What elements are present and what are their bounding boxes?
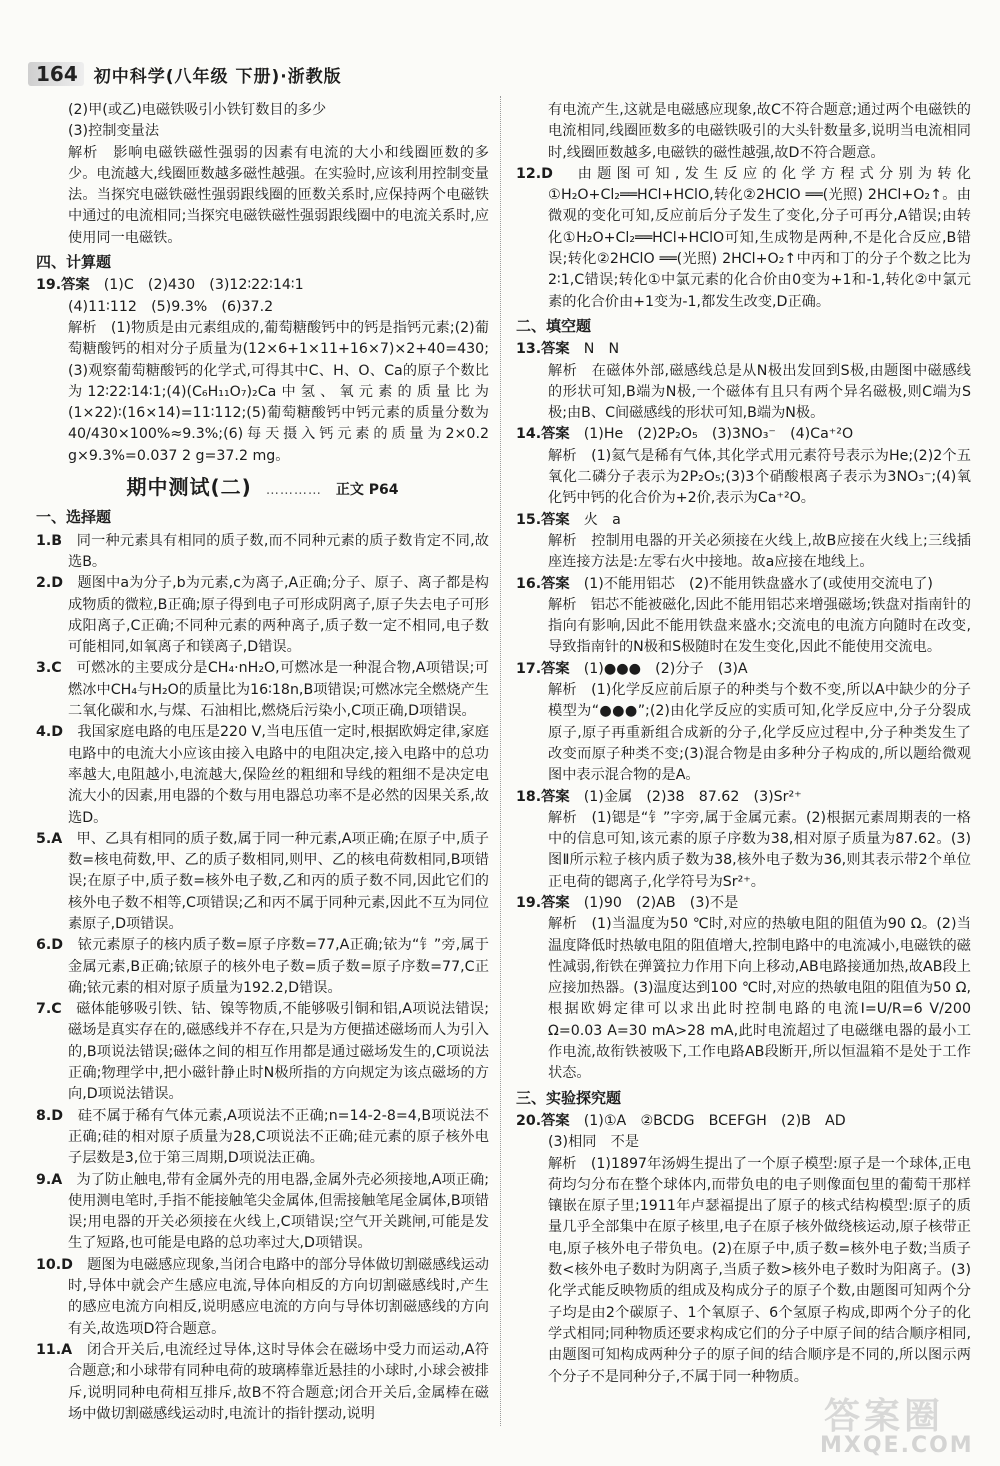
fill-item-analysis: 解析 控制用电器的开关必须接在火线上,故B应接在火线上;三线插座连接方法是:左零右火中接地。故a应接在地线上。	[548, 532, 971, 571]
fill-item-answer-text: (1)90 (2)AB (3)不是	[583, 894, 739, 911]
column-divider	[500, 96, 501, 1426]
choice-item-num: 8.D	[36, 1107, 64, 1124]
choice-item	[36, 829, 489, 935]
choice-item-text: 同一种元素具有相同的质子数,而不同种元素的质子数肯定不同,故选B。	[68, 532, 489, 570]
choice-item	[36, 573, 489, 658]
choice-item-text: 磁体能够吸引铁、钴、镍等物质,不能够吸引铜和铝,A项说法错误;磁场是真实存在的,磁感线并不存在,只是为方便描述磁场而人为引入的,B项说法错误;磁体之间的相互作用都是通过磁场发生的,C项说法正确;物理学中,把小磁针静止时N极所指的方向规定为该点磁场的方向,D项说法错误。	[68, 1001, 489, 1103]
choice-item-num: 3.C	[36, 660, 62, 677]
section-exp-heading: 三、实验探究题	[516, 1088, 622, 1107]
q20-answer-2: (3)相同 不是	[548, 1134, 640, 1151]
fill-item-tag: 答案	[541, 788, 570, 805]
q12-num: 12.D	[516, 165, 553, 182]
fill-item-answer	[516, 893, 971, 914]
q19-answer-2: (4)11∶112 (5)9.3% (6)37.2	[68, 298, 274, 315]
exam-title: 期中测试(二)	[126, 475, 252, 500]
fill-item-tag: 答案	[541, 894, 570, 911]
choice-item-text: 铱元素原子的核内质子数=原子序数=77,A正确;铱为“钅”旁,属于金属元素,B正确;铱原子的核外电子数=质子数=原子序数=77,C正确;铱元素的相对原子质量为192.2,D错误。	[68, 937, 489, 996]
section-fill-heading: 二、填空题	[516, 316, 592, 335]
choice-items	[36, 531, 489, 1425]
choice-item-text: 甲、乙具有相同的质子数,属于同一种元素,A项正确;在原子中,质子数=核电荷数,甲、乙的质子数相同,则甲、乙的核电荷数相同,B项错误;在原子中,质子数=核外电子数,乙和丙的质子数不同,因此它们的核外电子数不相等,C项错误;乙和丙不属于同种元素,因此不互为同位素原子,D项错误。	[68, 830, 489, 932]
choice-item	[36, 1106, 489, 1170]
page-number: 164	[28, 62, 84, 86]
fill-item-answer-text: (1)不能用铝芯 (2)不能用铁盘盛水了(或使用交流电了)	[583, 575, 933, 592]
fill-item-tag: 答案	[541, 575, 570, 592]
intro-line-2: (3)控制变量法	[68, 123, 160, 140]
choice-item-num: 5.A	[36, 830, 63, 847]
q11-continued: 有电流产生,这就是电磁感应现象,故C不符合题意;通过两个电磁铁的电流相同,线圈匝数多的电磁铁吸引的大头针数量多,说明当电流相同时,线圈匝数越多,电磁铁的磁性越强,故D不符合题意。	[548, 102, 971, 161]
q20-tag: 答案	[541, 1112, 570, 1129]
choice-item-text: 题图中a为分子,b为元素,c为离子,A正确;分子、原子、离子都是构成物质的微粒,B正确;原子得到电子可形成阴离子,原子失去电子可形成阳离子,C正确;不同种元素的两种离子,质子数一定不相同,电子数可能相同,如氧离子和镁离子,D错误。	[68, 575, 489, 656]
fill-item-answer-text: N N	[583, 341, 620, 358]
choice-item	[36, 1170, 489, 1255]
section-calc-heading: 四、计算题	[36, 253, 112, 272]
fill-item-analysis: 解析 (1)化学反应前后原子的种类与个数不变,所以A中缺少的分子模型为“●●●”;(2)由化学反应的实质可知,化学反应中,分子分裂成原子,原子再重新组合成新的分子,化学反应过程中,分子种类发生了改变而原子种类不变;(3)混合物是由多种分子构成的,所以题给微观图中表示混合物的是A。	[548, 682, 971, 784]
choice-item-text: 为了防止触电,带有金属外壳的用电器,金属外壳必须接地,A项正确;使用测电笔时,手指不能接触笔尖金属体,但需接触笔尾金属体,B项错误;用电器的开关必须接在火线上,C项错误;空气开关跳闸,可能是发生了短路,也可能是电路的总功率过大,D项错误。	[68, 1171, 489, 1252]
choice-item	[36, 1340, 489, 1425]
fill-item-tag: 答案	[541, 426, 570, 443]
fill-item-answer-text: (1)He (2)2P₂O₅ (3)3NO₃⁻ (4)Ca⁺²O	[583, 426, 854, 443]
fill-item-num: 16.	[516, 575, 542, 592]
choice-item-num: 1.B	[36, 532, 63, 549]
choice-item-num: 2.D	[36, 575, 64, 592]
fill-item-answer	[516, 424, 971, 445]
fill-item-num: 13.	[516, 341, 542, 358]
choice-item-num: 4.D	[36, 724, 64, 741]
choice-item	[36, 531, 489, 574]
q12-item	[516, 164, 971, 313]
watermark-top: 答案圈	[824, 1396, 945, 1437]
choice-item-text: 可燃冰的主要成分是CH₄·nH₂O,可燃冰是一种混合物,A项错误;可燃冰中CH₄与H₂O的质量比为16∶18n,B项错误;可燃冰完全燃烧产生二氧化碳和水,与煤、石油相比,燃烧后污染小,C项正确,D项错误。	[68, 660, 489, 720]
intro-analysis: 解析 影响电磁铁磁性强弱的因素有电流的大小和线圈匝数的多少。电流越大,线圈匝数越多磁性越强。在实验时,应该利用控制变量法。当探究电磁铁磁性强弱跟线圈的匝数关系时,应保持两个电磁铁中通过的电流相同;当探究电磁铁磁性强弱跟线圈中的电流关系时,应使用同一电磁铁。	[68, 144, 489, 246]
right-column	[516, 100, 971, 1438]
fill-item-answer	[516, 574, 971, 595]
q19-answer-text: (1)C (2)430 (3)12∶22∶14∶1	[103, 277, 304, 294]
q20-num: 20.	[516, 1112, 542, 1129]
choice-item	[36, 1255, 489, 1340]
fill-item-answer	[516, 339, 971, 360]
page-header	[28, 54, 488, 94]
q20-analysis: 解析 (1)1897年汤姆生提出了一个原子模型:原子是一个球体,正电荷均匀分布在整个球体内,而带负电的电子则像面包里的葡萄干那样镶嵌在原子里;1911年卢瑟福提出了原子的核式结构模型:原子的质量几乎全部集中在原子核里,电子在原子核外做绕核运动,原子核带正电,原子核外电子带负电。(2)在原子中,质子数=核外电子数;当质子数<核外电子数时为阴离子,当质子数>核外电子数时为阳离子。(3)化学式能反映物质的组成及构成分子的原子个数,由题图可知两个分子均是由2个碳原子、1个氧原子、6个氢原子构成,即两个分子的化学式相同;同种物质还要求构成它们的分子中原子间的结合顺序相同,由题图可知构成两种分子的原子间的结合顺序是不同的,所以图示两个分子不是同种分子,不属于同一种物质。	[548, 1155, 971, 1385]
watermark-logo	[814, 1388, 984, 1458]
watermark-bottom: MXQE.COM	[820, 1433, 974, 1458]
fill-item-num: 18.	[516, 788, 542, 805]
left-column	[36, 100, 489, 1438]
q12-text: 由题图可知,发生反应的化学方程式分别为转化①H₂O+Cl₂══HCl+HClO,转化②2HClO ══(光照) 2HCl+O₂↑。由微观的变化可知,反应前后分子发生了变化,分子可再分,A错误;由转化①H₂O+Cl₂══HCl+HClO可知,生成物是两种,不是化合反应,B错误;转化②2HClO ══(光照) 2HCl+O₂↑中丙和丁的分子个数之比为2∶1,C错误;转化①中氯元素的化合价由0变为+1和-1,转化②中氯元素的化合价由+1变为-1,都发生改变,D正确。	[548, 165, 971, 310]
fill-item-answer-text: 火 a	[583, 511, 621, 528]
fill-item-num: 14.	[516, 426, 542, 443]
fill-item-analysis: 解析 (1)锶是“钅”字旁,属于金属元素。(2)根据元素周期表的一格中的信息可知,该元素的原子序数为38,相对原子质量为87.62。(3)图Ⅱ所示粒子核内质子数为38,核外电子数为36,则其表示带2个单位正电荷的锶离子,化学符号为Sr²⁺。	[548, 809, 971, 890]
q19-num: 19.	[36, 277, 62, 294]
q20-answer	[516, 1111, 971, 1132]
intro-line-1: (2)甲(或乙)电磁铁吸引小铁钉数目的多少	[68, 102, 327, 118]
fill-item-analysis: 解析 在磁体外部,磁感线总是从N极出发回到S极,由题图中磁感线的形状可知,B端为N极,一个磁体有且只有两个异名磁极,则C端为S极;由B、C间磁感线的形状可知,B端为N极。	[548, 362, 971, 422]
fill-items	[516, 339, 971, 1084]
fill-item-tag: 答案	[541, 341, 570, 358]
choice-item	[36, 999, 489, 1105]
fill-item-tag: 答案	[541, 660, 570, 677]
exam-page-ref: 正文 P64	[335, 482, 399, 499]
choice-item	[36, 722, 489, 828]
choice-item	[36, 658, 489, 722]
fill-item-answer	[516, 659, 971, 680]
fill-item-analysis: 解析 (1)当温度为50 ℃时,对应的热敏电阻的阻值为90 Ω。(2)当温度降低时热敏电阻的阻值增大,控制电路中的电流减小,电磁铁的磁性减弱,衔铁在弹簧拉力作用下向上移动,AB电路接通加热,故AB段上应接加热器。(3)温度达到100 ℃时,对应的热敏电阻的阻值为50 Ω,根据欧姆定律可以求出此时控制电路的电流I=U/R=6 V/200 Ω=0.03 A=30 mA>28 mA,此时电流超过了电磁继电器的最小工作电流,故衔铁被吸下,工作电路AB段断开,所以恒温箱不是处于工作状态。	[548, 916, 971, 1082]
fill-item-answer-text: (1)金属 (2)38 87.62 (3)Sr²⁺	[583, 788, 802, 805]
exam-title-row	[36, 477, 489, 501]
choice-item-num: 11.A	[36, 1341, 73, 1358]
choice-item-text: 题图为电磁感应现象,当闭合电路中的部分导体做切割磁感线运动时,导体中就会产生感应电流,导体向相反的方向切割磁感线时,产生的感应电流方向相反,说明感应电流的方向与导体切割磁感线的方向有关,故选项D符合题意。	[68, 1256, 489, 1337]
fill-item-answer-text: (1)●●● (2)分子 (3)A	[583, 660, 748, 677]
choice-item-num: 10.D	[36, 1256, 73, 1273]
choice-item-num: 7.C	[36, 1001, 62, 1018]
q19-answer	[36, 275, 489, 296]
choice-item-text: 闭合开关后,电流经过导体,这时导体会在磁场中受力而运动,A符合题意;和小球带有同种电荷的玻璃棒靠近悬挂的小球时,小球会被排斥,说明同种电荷相互排斥,故B不符合题意;闭合开关后,金属棒在磁场中做切割磁感线运动时,电流计的指针摆动,说明	[68, 1341, 489, 1422]
fill-item-analysis: 解析 (1)氦气是稀有气体,其化学式用元素符号表示为He;(2)2个五氧化二磷分子表示为2P₂O₅;(3)3个硝酸根离子表示为3NO₃⁻;(4)氧化钙中钙的化合价为+2价,表示为Ca⁺²O。	[548, 447, 971, 507]
fill-item-analysis: 解析 铝芯不能被磁化,因此不能用铝芯来增强磁场;铁盘对指南针的指向有影响,因此不能用铁盘来盛水;交流电的电流方向随时在改变,导致指南针的N极和S极随时在发生变化,因此不能使用交流电。	[548, 596, 971, 656]
choice-item-text: 硅不属于稀有气体元素,A项说法不正确;n=14-2-8=4,B项说法不正确;硅的相对原子质量为28,C项说法不正确;硅元素的原子核外电子层数是3,位于第三周期,D项说法正确。	[68, 1107, 489, 1167]
fill-item-answer	[516, 787, 971, 808]
q20-answer-text: (1)①A ②BCDG BCEFGH (2)B AD	[583, 1112, 846, 1129]
exam-dots: …………	[265, 483, 322, 499]
q19-analysis: 解析 (1)物质是由元素组成的,葡萄糖酸钙中的钙是指钙元素;(2)葡萄糖酸钙的相对分子质量为(12×6+1×11+16×7)×2+40=430;(3)观察葡萄糖酸钙的化学式,可得其中C、H、O、Ca的原子个数比为12∶22∶14∶1;(4)(C₆H₁₁O₇)₂Ca中氢、氧元素的质量比为(1×22)∶(16×14)=11∶112;(5)葡萄糖酸钙中钙元素的质量分数为40/430×100%≈9.3%;(6)每天摄入钙元素的质量为2×0.2 g×9.3%=0.037 2 g=37.2 mg。	[68, 319, 489, 464]
section-choice-heading: 一、选择题	[36, 508, 112, 527]
fill-item-num: 17.	[516, 660, 542, 677]
fill-item-num: 19.	[516, 894, 542, 911]
book-title: 初中科学(八年级 下册)·浙教版	[93, 66, 342, 87]
choice-item-text: 我国家庭电路的电压是220 V,当电压值一定时,根据欧姆定律,家庭电路中的电流大小应该由接入电路中的电阻决定,接入电路中的总功率越大,电阻越小,电流越大,保险丝的粗细和导线的粗细不是决定电流大小的因素,用电器的个数与用电器总功率不是必然的因果关系,故选D。	[68, 724, 489, 826]
q19-tag: 答案	[61, 277, 90, 294]
fill-item-tag: 答案	[541, 511, 570, 528]
fill-item-answer	[516, 510, 971, 531]
choice-item-num: 9.A	[36, 1171, 63, 1188]
choice-item	[36, 935, 489, 999]
choice-item-num: 6.D	[36, 937, 64, 954]
fill-item-num: 15.	[516, 511, 542, 528]
